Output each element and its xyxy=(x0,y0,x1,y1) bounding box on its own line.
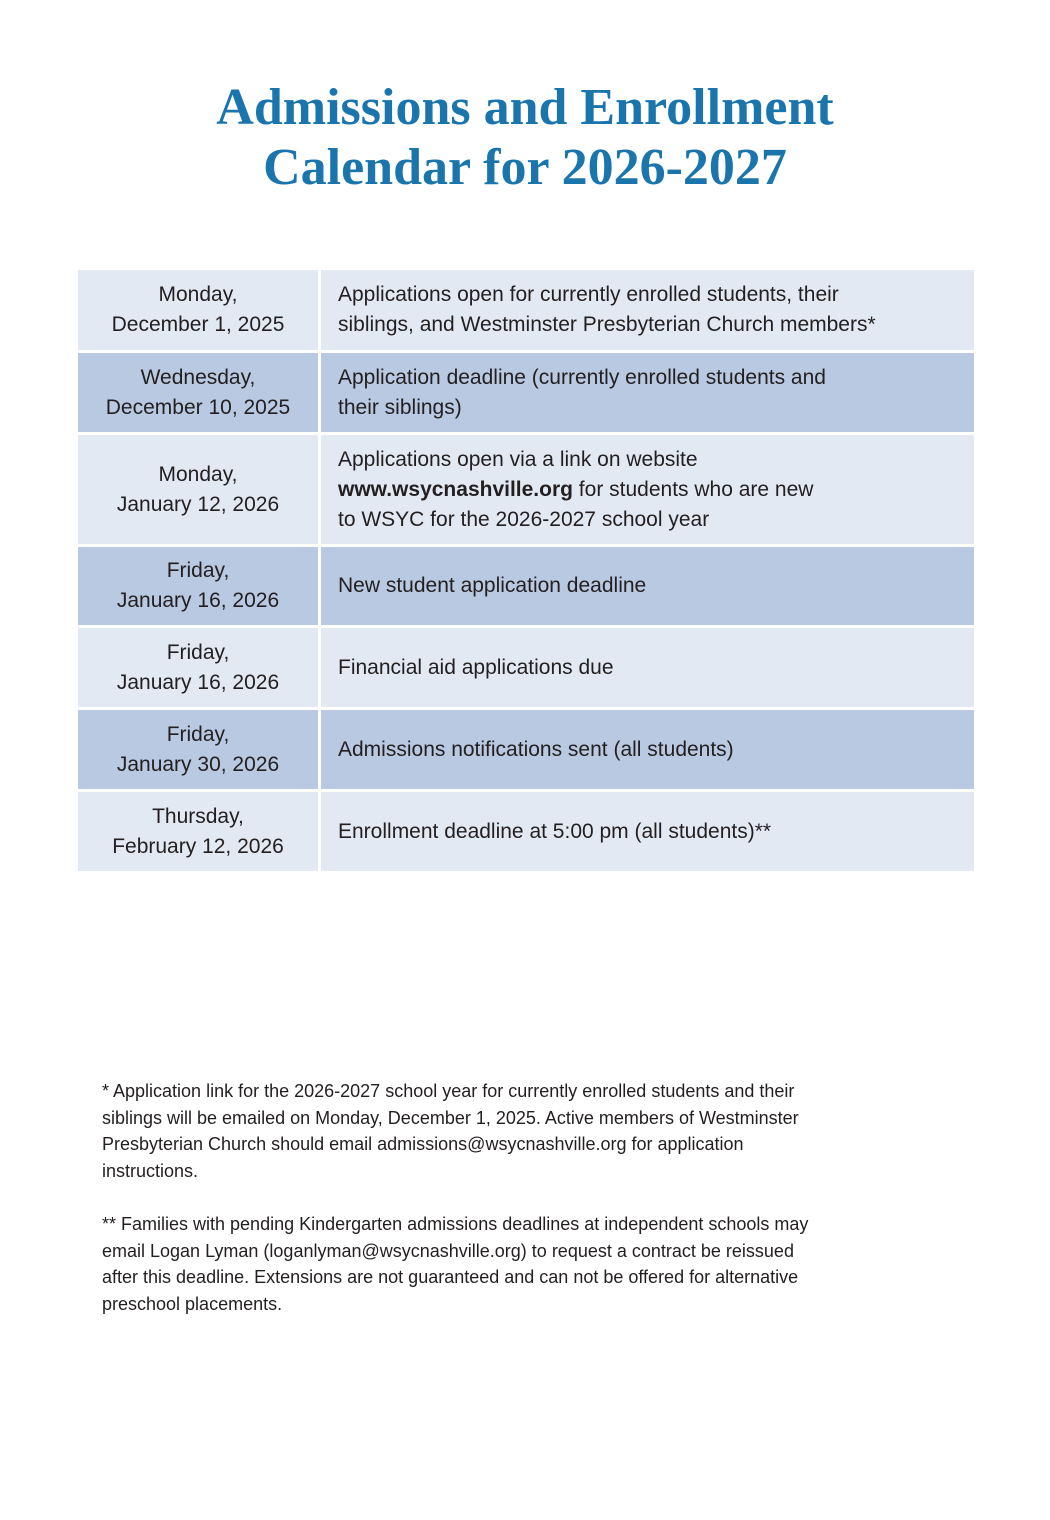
event-date: January 12, 2026 xyxy=(116,492,280,516)
description-cell xyxy=(321,628,974,707)
event-description-line: Enrollment deadline at 5:00 pm (all students)** xyxy=(338,819,772,843)
date-cell xyxy=(78,435,318,544)
event-description-line: Admissions notifications sent (all students) xyxy=(338,737,734,761)
footnote-enrollment-extension xyxy=(102,1211,942,1317)
description-cell xyxy=(321,547,974,625)
event-day: Friday, xyxy=(166,722,230,746)
event-date: January 16, 2026 xyxy=(116,670,280,694)
event-day: Monday, xyxy=(158,462,238,486)
calendar-row xyxy=(78,353,974,432)
event-day: Thursday, xyxy=(152,804,244,828)
description-cell xyxy=(321,710,974,789)
event-description-line xyxy=(338,475,974,505)
date-cell xyxy=(78,710,318,789)
date-cell xyxy=(78,270,318,350)
footnote-line: email Logan Lyman (loganlyman@wsycnashville.org) to request a contract be reissued xyxy=(102,1240,794,1261)
date-cell xyxy=(78,628,318,707)
event-description-line: siblings, and Westminster Presbyterian Church members* xyxy=(338,313,876,336)
footnote-line: * Application link for the 2026-2027 school year for currently enrolled students and their xyxy=(102,1081,795,1101)
calendar-row xyxy=(78,270,974,350)
event-day: Wednesday, xyxy=(140,365,256,389)
calendar-row xyxy=(78,710,974,789)
footnote-line: after this deadline. Extensions are not guaranteed and can not be offered for alternative xyxy=(102,1267,799,1287)
event-day: Friday, xyxy=(166,640,230,664)
footnotes xyxy=(102,1078,942,1344)
calendar-row xyxy=(78,547,974,625)
event-date: January 30, 2026 xyxy=(116,752,280,776)
event-description-line: Applications open for currently enrolled students, their xyxy=(338,283,839,306)
event-description-line: their siblings) xyxy=(338,395,462,419)
event-day: Friday, xyxy=(166,559,230,582)
title-line-2: Calendar for 2026-2027 xyxy=(263,139,787,196)
description-cell xyxy=(321,353,974,432)
event-description-line: New student application deadline xyxy=(338,574,647,597)
event-date: February 12, 2026 xyxy=(112,834,284,858)
event-description-line: Financial aid applications due xyxy=(338,655,614,679)
event-date: December 1, 2025 xyxy=(111,313,285,336)
event-date: December 10, 2025 xyxy=(105,395,291,419)
title-line-1: Admissions and Enrollment xyxy=(216,79,834,136)
description-cell xyxy=(321,792,974,871)
footnote-application-link xyxy=(102,1078,942,1184)
footnote-line: Presbyterian Church should email admissions@wsycnashville.org for application xyxy=(102,1134,744,1154)
date-cell xyxy=(78,353,318,432)
date-cell xyxy=(78,792,318,871)
footnote-line: ** Families with pending Kindergarten admissions deadlines at independent schools may xyxy=(102,1214,809,1234)
event-description-line: Application deadline (currently enrolled students and xyxy=(338,365,826,389)
admissions-calendar-table xyxy=(78,270,974,874)
description-cell xyxy=(321,435,974,544)
event-day: Monday, xyxy=(158,283,238,306)
date-cell xyxy=(78,547,318,625)
footnote-line: preschool placements. xyxy=(102,1293,283,1314)
event-description-line: Applications open via a link on website xyxy=(338,447,698,471)
calendar-row xyxy=(78,435,974,544)
event-description-line: to WSYC for the 2026-2027 school year xyxy=(338,507,710,531)
event-description-text: for students who are new xyxy=(572,477,814,501)
footnote-line: siblings will be emailed on Monday, December 1, 2025. Active members of Westminster xyxy=(102,1107,799,1128)
calendar-row xyxy=(78,628,974,707)
footnote-line: instructions. xyxy=(102,1160,199,1181)
page-title xyxy=(0,78,1050,198)
website-link[interactable]: www.wsycnashville.org xyxy=(338,477,573,501)
calendar-row xyxy=(78,792,974,871)
event-date: January 16, 2026 xyxy=(116,589,280,612)
description-cell xyxy=(321,270,974,350)
